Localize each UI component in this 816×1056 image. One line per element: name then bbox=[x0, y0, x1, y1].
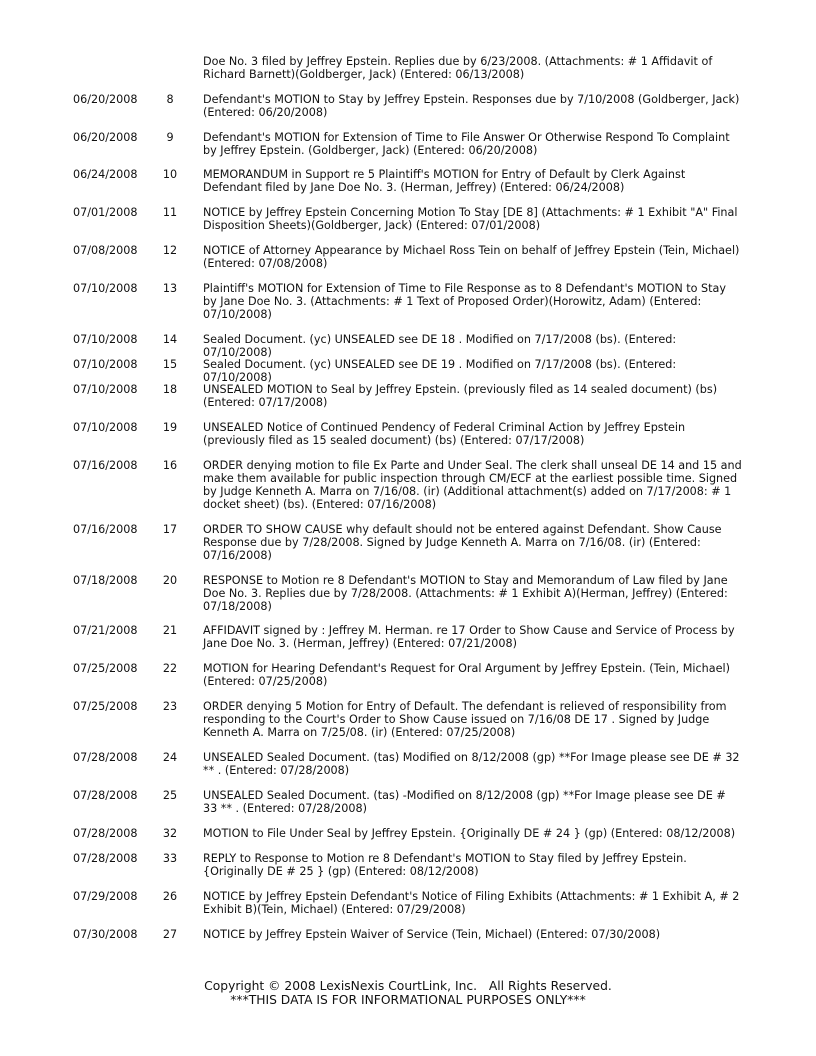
entry-date: 07/10/2008 bbox=[73, 358, 138, 371]
entry-date: 07/28/2008 bbox=[73, 789, 138, 802]
entry-number: 20 bbox=[162, 574, 178, 587]
entry-number: 17 bbox=[162, 523, 178, 536]
disclaimer-notice: ***THIS DATA IS FOR INFORMATIONAL PURPOSES ONLY*** bbox=[230, 993, 586, 1007]
entry-number: 13 bbox=[162, 282, 178, 295]
entry-text: REPLY to Response to Motion re 8 Defendant's MOTION to Stay filed by Jeffrey Epstein. {Originally DE # 25 } (gp) (Entered: 08/12/2008) bbox=[203, 852, 687, 878]
entry-text: MEMORANDUM in Support re 5 Plaintiff's MOTION for Entry of Default by Clerk Against Defendant filed by Jane Doe No. 3. (Herman, Jeffrey) (Entered: 06/24/2008) bbox=[203, 168, 686, 194]
entry-text: NOTICE by Jeffrey Epstein Waiver of Service (Tein, Michael) (Entered: 07/30/2008) bbox=[203, 928, 661, 941]
entry-text: UNSEALED Sealed Document. (tas) Modified on 8/12/2008 (gp) **For Image please see DE # 32 ** . (Entered: 07/28/2008) bbox=[203, 751, 740, 777]
entry-text: Defendant's MOTION to Stay by Jeffrey Epstein. Responses due by 7/10/2008 (Goldberger, Jack) (Entered: 06/20/2008) bbox=[203, 93, 740, 119]
entry-number: 16 bbox=[162, 459, 178, 472]
entry-number: 25 bbox=[162, 789, 178, 802]
entry-date: 07/10/2008 bbox=[73, 282, 138, 295]
entry-text: Doe No. 3 filed by Jeffrey Epstein. Replies due by 6/23/2008. (Attachments: # 1 Affidavit of Richard Barnett)(Goldberger, Jack) (Entered: 06/13/2008) bbox=[203, 55, 713, 81]
entry-date: 06/24/2008 bbox=[73, 168, 138, 181]
entry-date: 07/28/2008 bbox=[73, 751, 138, 764]
entry-date: 07/10/2008 bbox=[73, 383, 138, 396]
entry-number: 8 bbox=[166, 93, 174, 106]
entry-date: 06/20/2008 bbox=[73, 131, 138, 144]
entry-text: MOTION for Hearing Defendant's Request for Oral Argument by Jeffrey Epstein. (Tein, Michael) (Entered: 07/25/2008) bbox=[203, 662, 730, 688]
entry-date: 07/08/2008 bbox=[73, 244, 138, 257]
entry-text: Plaintiff's MOTION for Extension of Time to File Response as to 8 Defendant's MOTION to Stay by Jane Doe No. 3. (Attachments: # 1 Text of Proposed Order)(Horowitz, Adam) (Entered: 07/10/2008) bbox=[203, 282, 727, 321]
entry-date: 07/10/2008 bbox=[73, 421, 138, 434]
entry-date: 07/25/2008 bbox=[73, 700, 138, 713]
entry-text: UNSEALED Sealed Document. (tas) -Modified on 8/12/2008 (gp) **For Image please see DE # 33 ** . (Entered: 07/28/2008) bbox=[203, 789, 726, 815]
entry-text: NOTICE of Attorney Appearance by Michael Ross Tein on behalf of Jeffrey Epstein (Tein, Michael) (Entered: 07/08/2008) bbox=[203, 244, 740, 270]
entry-number: 27 bbox=[162, 928, 178, 941]
entry-number: 12 bbox=[162, 244, 178, 257]
entry-text: NOTICE by Jeffrey Epstein Concerning Motion To Stay [DE 8] (Attachments: # 1 Exhibit "A" Final Disposition Sheets)(Goldberger, Jack) (Entered: 07/01/2008) bbox=[203, 206, 738, 232]
entry-text: ORDER TO SHOW CAUSE why default should not be entered against Defendant. Show Cause Response due by 7/28/2008. Signed by Judge Kenneth A. Marra on 7/16/08. (ir) (Entered: 07/16/2008) bbox=[203, 523, 722, 562]
entry-text: ORDER denying motion to file Ex Parte and Under Seal. The clerk shall unseal DE 14 and 15 and make them available for public inspection through CM/ECF at the earliest possible time. Signed by Judge Kenneth A. Marra on 7/16/08. (ir) (Additional attachment(s) added on 7/17/2008: # 1 docket sheet) (bs). (Entered: 07/16/2008) bbox=[203, 459, 742, 511]
entry-date: 07/25/2008 bbox=[73, 662, 138, 675]
entry-text: NOTICE by Jeffrey Epstein Defendant's Notice of Filing Exhibits (Attachments: # 1 Exhibit A, # 2 Exhibit B)(Tein, Michael) (Entered: 07/29/2008) bbox=[203, 890, 740, 916]
entry-number: 22 bbox=[162, 662, 178, 675]
entry-text: Sealed Document. (yc) UNSEALED see DE 18 . Modified on 7/17/2008 (bs). (Entered: 07/10/2008) bbox=[203, 333, 677, 359]
entry-text: ORDER denying 5 Motion for Entry of Default. The defendant is relieved of responsibility from responding to the Court's Order to Show Cause issued on 7/16/08 DE 17 . Signed by Judge Kenneth A. Marra on 7/25/08. (ir) (Entered: 07/25/2008) bbox=[203, 700, 727, 739]
entry-date: 07/10/2008 bbox=[73, 333, 138, 346]
entry-number: 14 bbox=[162, 333, 178, 346]
entry-date: 07/29/2008 bbox=[73, 890, 138, 903]
entry-text: Sealed Document. (yc) UNSEALED see DE 19 . Modified on 7/17/2008 (bs). (Entered: 07/10/2008) bbox=[203, 358, 677, 384]
entry-number: 23 bbox=[162, 700, 178, 713]
entry-number: 11 bbox=[162, 206, 178, 219]
entry-text: RESPONSE to Motion re 8 Defendant's MOTION to Stay and Memorandum of Law filed by Jane Doe No. 3. Replies due by 7/28/2008. (Attachments: # 1 Exhibit A)(Herman, Jeffrey) (Entered: 07/18/2008) bbox=[203, 574, 728, 613]
entry-number: 9 bbox=[166, 131, 174, 144]
entry-text: Defendant's MOTION for Extension of Time to File Answer Or Otherwise Respond To Complaint by Jeffrey Epstein. (Goldberger, Jack) (Entered: 06/20/2008) bbox=[203, 131, 730, 157]
entry-text: MOTION to File Under Seal by Jeffrey Epstein. {Originally DE # 24 } (gp) (Entered: 08/12/2008) bbox=[203, 827, 736, 840]
entry-date: 07/18/2008 bbox=[73, 574, 138, 587]
entry-text: UNSEALED Notice of Continued Pendency of Federal Criminal Action by Jeffrey Epstein (previously filed as 15 sealed document) (bs) (Entered: 07/17/2008) bbox=[203, 421, 686, 447]
entry-date: 07/01/2008 bbox=[73, 206, 138, 219]
copyright-notice: Copyright © 2008 LexisNexis CourtLink, Inc. All Rights Reserved. bbox=[204, 979, 612, 993]
entry-text: AFFIDAVIT signed by : Jeffrey M. Herman. re 17 Order to Show Cause and Service of Process by Jane Doe No. 3. (Herman, Jeffrey) (Entered: 07/21/2008) bbox=[203, 624, 735, 650]
entry-date: 07/16/2008 bbox=[73, 523, 138, 536]
entry-number: 32 bbox=[162, 827, 178, 840]
entry-number: 10 bbox=[162, 168, 178, 181]
page-footer bbox=[0, 979, 816, 1007]
entry-number: 15 bbox=[162, 358, 178, 371]
entry-date: 07/30/2008 bbox=[73, 928, 138, 941]
entry-number: 24 bbox=[162, 751, 178, 764]
entry-number: 18 bbox=[162, 383, 178, 396]
entry-number: 19 bbox=[162, 421, 178, 434]
entry-date: 07/28/2008 bbox=[73, 827, 138, 840]
entry-date: 07/28/2008 bbox=[73, 852, 138, 865]
entry-text: UNSEALED MOTION to Seal by Jeffrey Epstein. (previously filed as 14 sealed document) (bs) (Entered: 07/17/2008) bbox=[203, 383, 718, 409]
entry-number: 21 bbox=[162, 624, 178, 637]
entry-date: 07/16/2008 bbox=[73, 459, 138, 472]
entry-date: 07/21/2008 bbox=[73, 624, 138, 637]
entry-date: 06/20/2008 bbox=[73, 93, 138, 106]
entry-number: 26 bbox=[162, 890, 178, 903]
entry-number: 33 bbox=[162, 852, 178, 865]
